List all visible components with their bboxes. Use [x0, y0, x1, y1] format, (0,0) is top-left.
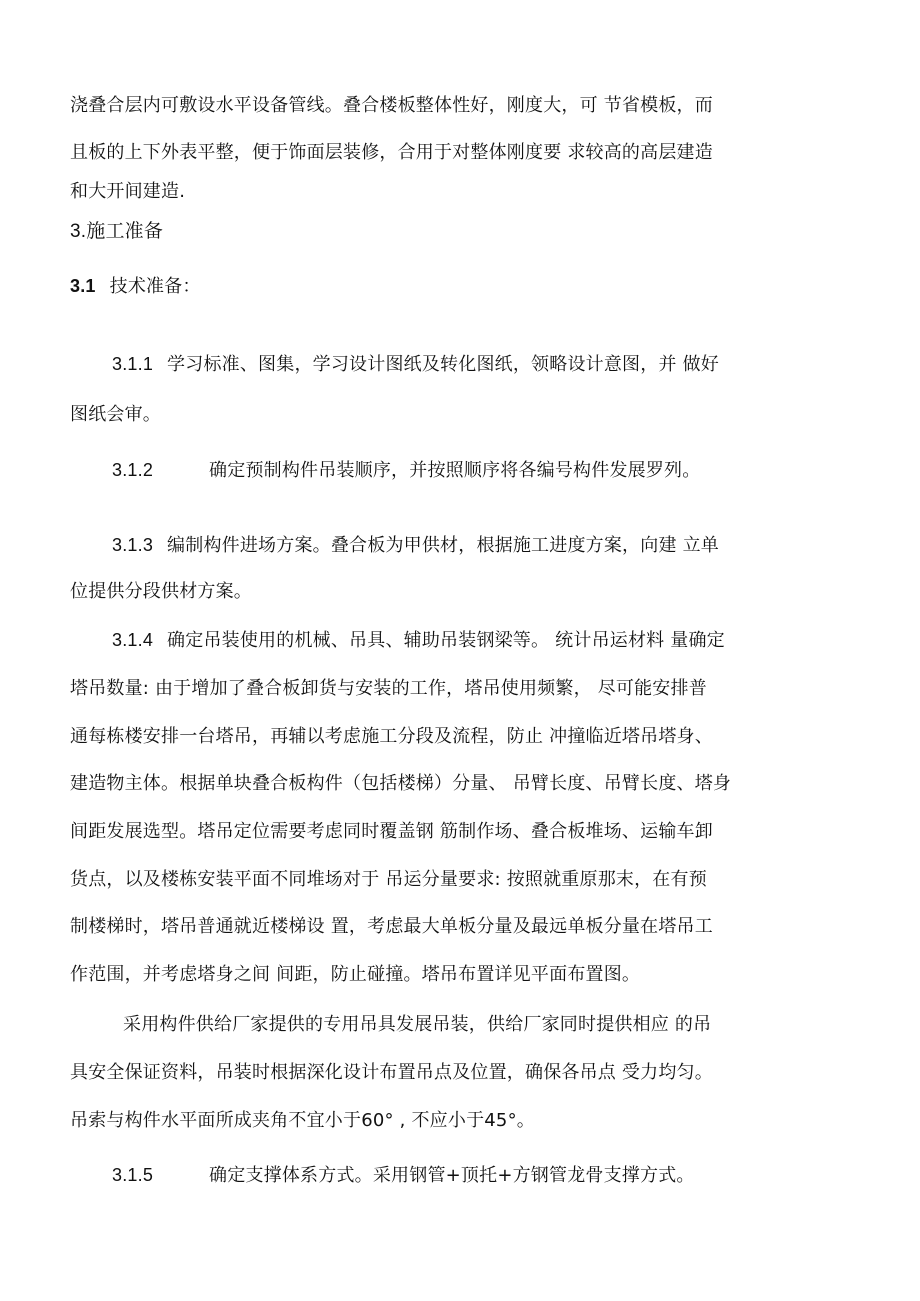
paragraph-line: 具安全保证资料，吊装时根据深化设计布置吊点及位置，确保各吊点 受力均匀。: [70, 1062, 713, 1083]
item-line: [112, 458, 852, 483]
subsection-heading: [70, 274, 850, 299]
item-line: 间距发展选型。塔吊定位需要考虑同时覆盖钢 筋制作场、叠合板堆场、运输车卸: [70, 821, 713, 842]
item-line: [112, 352, 852, 377]
subsection-number: 3.1: [70, 276, 96, 296]
item-text: 编制构件进场方案。叠合板为甲供材，根据施工进度方案，向建 立单: [167, 535, 719, 556]
item-number: 3.1.2: [112, 460, 154, 480]
item-line: 制楼梯时，塔吊普通就近楼梯设 置，考虑最大单板分量及最远单板分量在塔吊工: [70, 916, 713, 937]
item-number: 3.1.3: [112, 535, 154, 555]
item-text: 确定支撑体系方式。采用钢管+顶托+方钢管龙骨支撑方式。: [209, 1165, 695, 1186]
item-text: 确定吊装使用的机械、吊具、辅助吊装钢梁等。 统计吊运材料 量确定: [167, 630, 725, 651]
item-text: 学习标准、图集，学习设计图纸及转化图纸，领略设计意图，并 做好: [167, 354, 719, 375]
paragraph-line: 且板的上下外表平整，便于饰面层装修，合用于对整体刚度要 求较高的高层建造: [70, 142, 713, 163]
section-title: 施工准备: [86, 220, 164, 242]
section-heading: [70, 219, 850, 244]
paragraph-line: 吊索与构件水平面所成夹角不宜小于60° , 不应小于45°。: [70, 1110, 535, 1131]
item-number: 3.1.1: [112, 354, 154, 374]
section-number: 3.: [70, 221, 87, 242]
item-number: 3.1.4: [112, 630, 154, 650]
paragraph-line: 和大开间建造.: [70, 181, 186, 202]
item-line: [112, 1163, 852, 1188]
item-line: 图纸会审。: [70, 404, 161, 425]
item-line: 作范围，并考虑塔身之间 间距，防止碰撞。塔吊布置详见平面布置图。: [70, 964, 641, 985]
item-line: 建造物主体。根据单块叠合板构件（包括楼梯）分量、 吊臂长度、吊臂长度、塔身: [70, 773, 732, 794]
item-line: [112, 628, 852, 653]
subsection-title: 技术准备：: [109, 276, 201, 297]
item-line: 货点，以及楼栋安装平面不同堆场对于 吊运分量要求: 按照就重原那末，在有预: [70, 869, 707, 890]
item-number: 3.1.5: [112, 1165, 154, 1185]
item-line: 通每栋楼安排一台塔吊，再辅以考虑施工分段及流程，防止 冲撞临近塔吊塔身、: [70, 726, 713, 747]
paragraph-line: 采用构件供给厂家提供的专用吊具发展吊装，供给厂家同时提供相应 的吊: [123, 1014, 712, 1035]
item-line: 塔吊数量: 由于增加了叠合板卸货与安装的工作，塔吊使用频繁， 尽可能安排普: [70, 678, 707, 699]
paragraph-line: 浇叠合层内可敷设水平设备管线。叠合楼板整体性好，刚度大，可 节省模板，而: [70, 95, 713, 116]
item-line: [112, 533, 852, 558]
item-text: 确定预制构件吊装顺序，并按照顺序将各编号构件发展罗列。: [209, 460, 701, 481]
item-line: 位提供分段供材方案。: [70, 581, 252, 602]
